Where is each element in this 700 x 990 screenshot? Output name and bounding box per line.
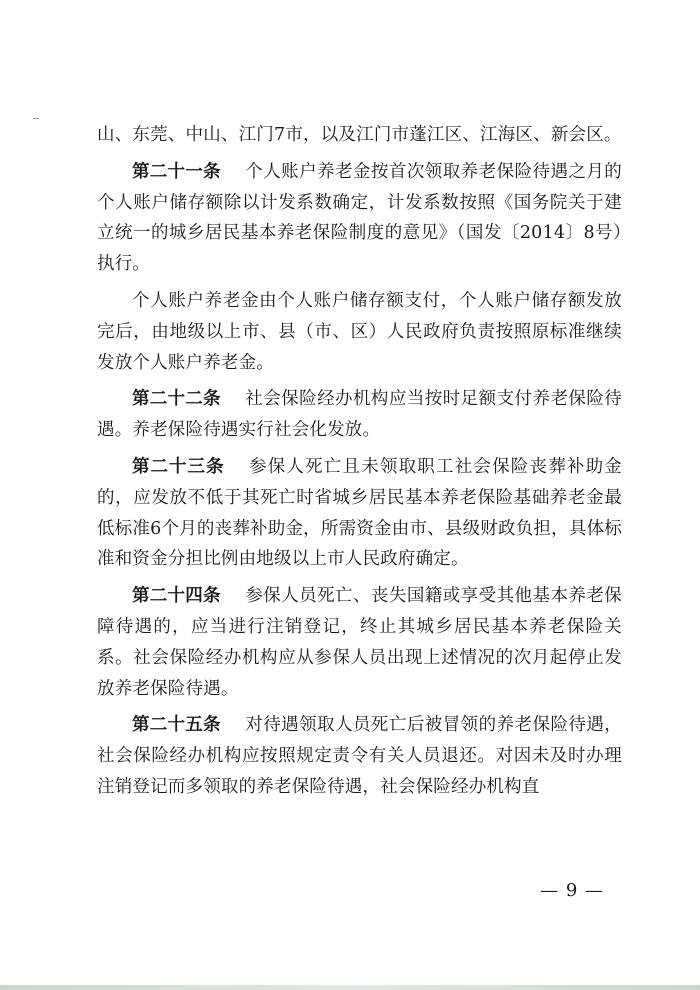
paragraph-text: 参保人死亡且未领取职工社会保险丧葬补助金的，应发放不低于其死亡时省城乡居民基本养老保险基础养老金最低标准6个月的丧葬补助金，所需资金由市、县级财政负担，具体标准和资金分担比例由地级以上市人民政府确定。: [97, 456, 622, 570]
paragraph-article-21-sub: [97, 286, 622, 378]
margin-mark: [33, 118, 39, 119]
article-heading: 第二十三条: [132, 456, 225, 477]
paragraph-text: 对待遇领取人员死亡后被冒领的养老保险待遇，社会保险经办机构应按照规定责令有关人员退还。对因未及时办理注销登记而多领取的养老保险待遇，社会保险经办机构直: [97, 715, 623, 797]
paragraph-article-22: [97, 384, 622, 446]
page-number: — 9 —: [540, 880, 604, 901]
paragraph-article-24: [97, 581, 622, 704]
paragraph-continuation: [97, 120, 622, 151]
paragraph-text: 山、东莞、中山、江门7市，以及江门市蓬江区、江海区、新会区。: [97, 125, 622, 145]
paragraph-article-23: [97, 452, 622, 575]
scan-edge-strip: [0, 985, 700, 990]
article-heading: 第二十二条: [132, 389, 221, 410]
paragraph-text: 参保人员死亡、丧失国籍或享受其他基本养老保障待遇的，应当进行注销登记，终止其城乡居民基本养老保险关系。社会保险经办机构应从参保人员出现上述情况的次月起停止发放养老保险待遇。: [97, 586, 623, 699]
paragraph-text: 个人账户养老金按首次领取养老保险待遇之月的个人账户储存额除以计发系数确定，计发系数按照《国务院关于建立统一的城乡居民基本养老保险制度的意见》（国发〔2014〕8号）执行。: [97, 161, 623, 275]
body-text: [97, 120, 622, 803]
article-heading: 第二十五条: [132, 715, 221, 736]
article-heading: 第二十四条: [132, 586, 221, 607]
paragraph-text: 个人账户养老金由个人账户储存额支付，个人账户储存额发放完后，由地级以上市、县（市、区）人民政府负责按照原标准继续发放个人账户养老金。: [97, 290, 622, 373]
paragraph-article-25: [97, 710, 622, 802]
article-heading: 第二十一条: [132, 161, 221, 182]
paragraph-article-21: [97, 157, 622, 280]
paragraph-text: 社会保险经办机构应当按时足额支付养老保险待遇。养老保险待遇实行社会化发放。: [97, 389, 623, 441]
